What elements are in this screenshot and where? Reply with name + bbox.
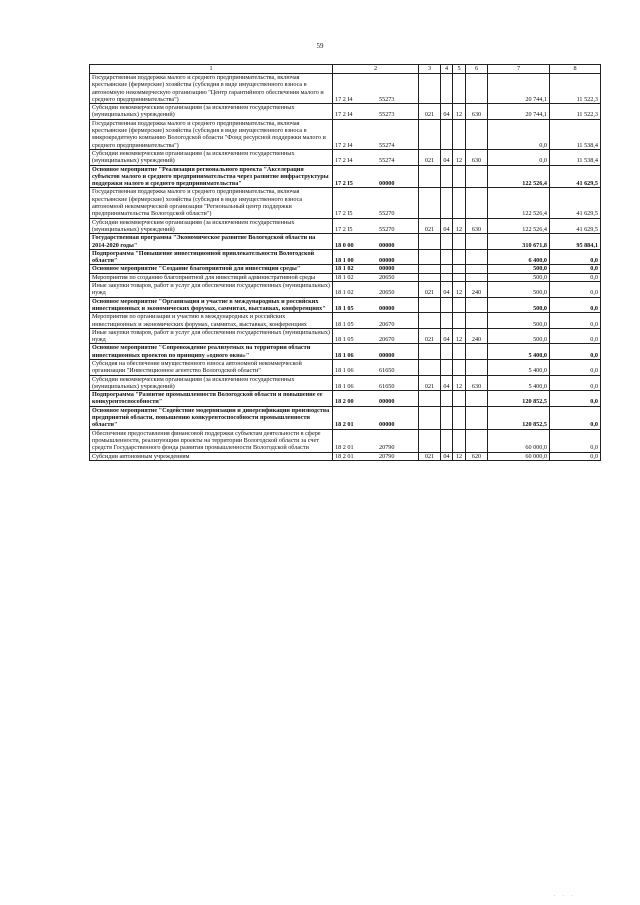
code-direction: 00000 xyxy=(379,257,395,265)
row-col6 xyxy=(466,119,488,149)
row-col6 xyxy=(466,391,488,407)
row-col5 xyxy=(453,344,466,360)
table-row xyxy=(90,391,601,407)
column-header: 2 xyxy=(333,65,419,74)
row-value-8: 11 538,4 xyxy=(550,149,601,165)
row-col6: 630 xyxy=(466,218,488,234)
row-value-8: 0,0 xyxy=(550,452,601,460)
row-col5: 12 xyxy=(453,452,466,460)
row-code xyxy=(333,273,419,281)
row-col3 xyxy=(419,249,441,265)
table-row xyxy=(90,406,601,429)
row-name: Иные закупки товаров, работ и услуг для обеспечения государственных (муниципальных) нужд xyxy=(90,282,333,298)
row-col3 xyxy=(419,297,441,313)
row-code xyxy=(333,74,419,104)
row-code xyxy=(333,429,419,452)
row-value-7: 120 852,5 xyxy=(488,406,550,429)
table-row xyxy=(90,344,601,360)
row-col4 xyxy=(441,359,453,375)
row-col5 xyxy=(453,74,466,104)
row-value-8: 0,0 xyxy=(550,273,601,281)
row-col5 xyxy=(453,119,466,149)
code-program: 18 2 01 xyxy=(335,444,354,452)
table-row xyxy=(90,328,601,344)
column-header: 6 xyxy=(466,65,488,74)
table-row xyxy=(90,273,601,281)
row-value-8: 41 629,5 xyxy=(550,188,601,218)
row-col3 xyxy=(419,344,441,360)
row-col3 xyxy=(419,188,441,218)
row-col6 xyxy=(466,188,488,218)
row-name: Основное мероприятие "Сопровождение реализуемых на территории области инвестиционных проектов по принципу «одного окна»" xyxy=(90,344,333,360)
page-number: 59 xyxy=(316,42,324,50)
row-col4 xyxy=(441,297,453,313)
table-row xyxy=(90,188,601,218)
table-row xyxy=(90,104,601,120)
row-value-8: 0,0 xyxy=(550,313,601,329)
row-value-7: 500,0 xyxy=(488,282,550,298)
row-col6: 630 xyxy=(466,149,488,165)
row-col6 xyxy=(466,273,488,281)
code-direction: 00000 xyxy=(379,421,395,429)
row-col4: 04 xyxy=(441,375,453,391)
table-row xyxy=(90,359,601,375)
row-col6 xyxy=(466,234,488,250)
row-col6: 630 xyxy=(466,104,488,120)
row-col5 xyxy=(453,273,466,281)
row-value-7: 122 526,4 xyxy=(488,165,550,188)
row-col5 xyxy=(453,165,466,188)
row-value-7: 500,0 xyxy=(488,273,550,281)
column-header: 1 xyxy=(90,65,333,74)
row-value-8: 0,0 xyxy=(550,328,601,344)
row-col5 xyxy=(453,249,466,265)
code-program: 18 1 05 xyxy=(335,320,354,328)
row-col5: 12 xyxy=(453,328,466,344)
table-row xyxy=(90,249,601,265)
table-row xyxy=(90,165,601,188)
column-header: 5 xyxy=(453,65,466,74)
row-code xyxy=(333,188,419,218)
code-direction: 00000 xyxy=(379,304,395,312)
row-col6 xyxy=(466,359,488,375)
row-col4 xyxy=(441,165,453,188)
table-row xyxy=(90,452,601,460)
row-code xyxy=(333,119,419,149)
row-value-7: 60 000,0 xyxy=(488,452,550,460)
row-name: Иные закупки товаров, работ и услуг для обеспечения государственных (муниципальных) нужд xyxy=(90,328,333,344)
code-direction: 00000 xyxy=(379,180,395,188)
table-row xyxy=(90,74,601,104)
code-direction: 20670 xyxy=(379,336,395,344)
row-name: Государственная программа "Экономическое развитие Вологодской области на 2014-2020 годы" xyxy=(90,234,333,250)
row-col5: 12 xyxy=(453,104,466,120)
table-row xyxy=(90,429,601,452)
column-header: 4 xyxy=(441,65,453,74)
row-code xyxy=(333,359,419,375)
row-code xyxy=(333,249,419,265)
row-col5: 12 xyxy=(453,375,466,391)
code-direction: 20650 xyxy=(379,273,395,281)
row-code xyxy=(333,218,419,234)
table-row xyxy=(90,265,601,273)
row-code xyxy=(333,234,419,250)
row-value-8: 41 629,5 xyxy=(550,165,601,188)
row-col6 xyxy=(466,344,488,360)
table-row xyxy=(90,218,601,234)
row-name: Государственная поддержка малого и среднего предпринимательства, включая крестьянские (фермерские) хозяйства (субсидия в виде имущественного взноса автономной некоммерческой организации "Региональный центр поддержки предпринимательства Вологодской области") xyxy=(90,188,333,218)
row-col6: 240 xyxy=(466,282,488,298)
row-col3 xyxy=(419,359,441,375)
row-col6: 240 xyxy=(466,328,488,344)
code-direction: 00000 xyxy=(379,351,395,359)
code-direction: 55273 xyxy=(379,111,395,119)
code-direction: 55273 xyxy=(379,95,395,103)
row-value-7: 20 744,1 xyxy=(488,74,550,104)
column-header: 7 xyxy=(488,65,550,74)
row-code xyxy=(333,104,419,120)
row-name: Субсидии некоммерческим организациям (за исключением государственных (муниципальных) учреждений) xyxy=(90,218,333,234)
row-col3 xyxy=(419,119,441,149)
code-direction: 55270 xyxy=(379,210,395,218)
row-col4 xyxy=(441,429,453,452)
row-col3 xyxy=(419,165,441,188)
row-value-7: 5 400,0 xyxy=(488,375,550,391)
code-program: 17 2 I5 xyxy=(335,180,353,188)
row-col3: 021 xyxy=(419,149,441,165)
row-value-7: 500,0 xyxy=(488,265,550,273)
row-name: Субсидии некоммерческим организациям (за исключением государственных (муниципальных) учреждений) xyxy=(90,104,333,120)
row-col6 xyxy=(466,429,488,452)
code-program: 17 2 I4 xyxy=(335,95,353,103)
row-col4 xyxy=(441,344,453,360)
code-direction: 00000 xyxy=(379,241,395,249)
code-direction: 61650 xyxy=(379,382,395,390)
row-col5 xyxy=(453,297,466,313)
row-name: Основное мероприятие "Реализация регионального проекта "Акселерация субъектов малого и среднего предпринимательства через развитие инфраструктуры поддержки малого и среднего предпринимательства" xyxy=(90,165,333,188)
row-value-8: 0,0 xyxy=(550,375,601,391)
row-value-8: 11 522,3 xyxy=(550,104,601,120)
column-header: 3 xyxy=(419,65,441,74)
row-name: Подпрограмма "Развитие промышленности Вологодской области и повышение ее конкурентоспособности" xyxy=(90,391,333,407)
table-row xyxy=(90,313,601,329)
code-program: 18 1 06 xyxy=(335,351,354,359)
row-col5: 12 xyxy=(453,282,466,298)
row-col3: 021 xyxy=(419,104,441,120)
row-col5 xyxy=(453,391,466,407)
code-program: 17 2 I5 xyxy=(335,210,353,218)
row-value-7: 500,0 xyxy=(488,297,550,313)
row-value-7: 6 400,0 xyxy=(488,249,550,265)
row-col6 xyxy=(466,265,488,273)
row-value-8: 0,0 xyxy=(550,359,601,375)
row-name: Субсидия на обеспечение имущественного взноса автономной некоммерческой организации "Инвестиционное агентство Вологодской области" xyxy=(90,359,333,375)
code-program: 18 2 01 xyxy=(335,421,354,429)
column-header: 8 xyxy=(550,65,601,74)
table-row xyxy=(90,297,601,313)
code-direction: 55274 xyxy=(379,141,395,149)
row-value-8: 95 884,1 xyxy=(550,234,601,250)
row-name: Подпрограмма "Повышение инвестиционной привлекательности Вологодской области" xyxy=(90,249,333,265)
row-value-8: 0,0 xyxy=(550,297,601,313)
code-direction: 20790 xyxy=(379,452,395,460)
row-col3: 021 xyxy=(419,375,441,391)
code-direction: 55270 xyxy=(379,225,395,233)
code-program: 18 2 01 xyxy=(335,452,354,460)
row-value-7: 500,0 xyxy=(488,313,550,329)
row-col3: 021 xyxy=(419,282,441,298)
row-code xyxy=(333,375,419,391)
row-value-7: 122 526,4 xyxy=(488,188,550,218)
row-code xyxy=(333,391,419,407)
row-code xyxy=(333,297,419,313)
row-value-7: 5 400,0 xyxy=(488,359,550,375)
row-col4: 04 xyxy=(441,149,453,165)
row-value-7: 0,0 xyxy=(488,119,550,149)
row-col6: 620 xyxy=(466,452,488,460)
code-direction: 00000 xyxy=(379,398,395,406)
row-value-7: 60 000,0 xyxy=(488,429,550,452)
table-row xyxy=(90,375,601,391)
row-col3 xyxy=(419,429,441,452)
row-name: Субсидии некоммерческим организациям (за исключением государственных (муниципальных) учреждений) xyxy=(90,149,333,165)
row-col4 xyxy=(441,249,453,265)
code-program: 18 1 02 xyxy=(335,273,354,281)
row-value-8: 41 629,5 xyxy=(550,218,601,234)
code-program: 18 1 00 xyxy=(335,257,354,265)
code-direction: 55274 xyxy=(379,157,395,165)
row-value-8: 11 538,4 xyxy=(550,119,601,149)
row-value-8: 0,0 xyxy=(550,344,601,360)
row-value-8: 0,0 xyxy=(550,429,601,452)
row-col5 xyxy=(453,359,466,375)
row-col3: 021 xyxy=(419,452,441,460)
row-col4 xyxy=(441,406,453,429)
row-value-8: 11 522,3 xyxy=(550,74,601,104)
table-row xyxy=(90,282,601,298)
row-col3 xyxy=(419,265,441,273)
row-col4 xyxy=(441,313,453,329)
row-col5 xyxy=(453,188,466,218)
row-name: Государственная поддержка малого и среднего предпринимательства, включая крестьянские (фермерские) хозяйства (субсидия в виде имущественного взноса в микрокредитную компанию Вологодской области "Фонд ресурсной поддержки малого и среднего предпринимательства") xyxy=(90,119,333,149)
row-name: Мероприятия по организации и участию в международных и российских инвестиционных и экономических форумах, саммитах, выставках, конференциях xyxy=(90,313,333,329)
row-col3 xyxy=(419,406,441,429)
row-name: Основное мероприятие "Создание благоприятной для инвестиции среды" xyxy=(90,265,333,273)
row-value-8: 0,0 xyxy=(550,391,601,407)
row-name: Основное мероприятие "Содействие модернизации и диверсификации производства предприятий области, повышению конкурентоспособности промышленности области" xyxy=(90,406,333,429)
row-code xyxy=(333,265,419,273)
row-col6 xyxy=(466,406,488,429)
row-col6 xyxy=(466,249,488,265)
row-value-8: 0,0 xyxy=(550,249,601,265)
row-col6 xyxy=(466,165,488,188)
row-col5 xyxy=(453,406,466,429)
row-value-7: 500,0 xyxy=(488,328,550,344)
table-body xyxy=(90,74,601,461)
row-col4: 04 xyxy=(441,328,453,344)
row-col5 xyxy=(453,265,466,273)
scan-mark: · · · xyxy=(553,894,576,899)
row-name: Основное мероприятие "Организация и участие в международных и российских инвестиционных и экономических форумах, саммитах, выставках, конференциях" xyxy=(90,297,333,313)
code-program: 17 2 I5 xyxy=(335,225,353,233)
row-col3 xyxy=(419,74,441,104)
row-value-7: 0,0 xyxy=(488,149,550,165)
row-col4 xyxy=(441,265,453,273)
row-col4: 04 xyxy=(441,218,453,234)
row-code xyxy=(333,282,419,298)
table-row xyxy=(90,119,601,149)
header-row xyxy=(90,65,601,74)
row-name: Субсидии автономным учреждениям xyxy=(90,452,333,460)
code-program: 17 2 I4 xyxy=(335,141,353,149)
row-value-7: 120 852,5 xyxy=(488,391,550,407)
row-col4 xyxy=(441,234,453,250)
row-value-8: 0,0 xyxy=(550,406,601,429)
row-value-7: 5 400,0 xyxy=(488,344,550,360)
row-value-7: 122 526,4 xyxy=(488,218,550,234)
row-col3: 021 xyxy=(419,328,441,344)
code-program: 18 1 02 xyxy=(335,265,354,273)
row-col5: 12 xyxy=(453,218,466,234)
code-direction: 61650 xyxy=(379,367,395,375)
row-col3 xyxy=(419,273,441,281)
row-code xyxy=(333,452,419,460)
row-col6: 630 xyxy=(466,375,488,391)
row-name: Мероприятия по созданию благоприятной для инвестиций административной среды xyxy=(90,273,333,281)
code-program: 18 1 05 xyxy=(335,304,354,312)
row-code xyxy=(333,313,419,329)
row-col4 xyxy=(441,273,453,281)
row-col4: 04 xyxy=(441,104,453,120)
row-col3: 021 xyxy=(419,218,441,234)
row-col4 xyxy=(441,188,453,218)
row-col3 xyxy=(419,313,441,329)
row-value-8: 0,0 xyxy=(550,265,601,273)
row-col5: 12 xyxy=(453,149,466,165)
row-col5 xyxy=(453,313,466,329)
row-value-7: 20 744,1 xyxy=(488,104,550,120)
row-col3 xyxy=(419,391,441,407)
row-col4 xyxy=(441,74,453,104)
row-code xyxy=(333,165,419,188)
code-direction: 20650 xyxy=(379,289,395,297)
row-name: Обеспечение предоставления финансовой поддержки субъектам деятельности в сфере промышленности, реализующим проекты на территории Вологодской области за счет средств Государственного фонда развития промышленности Вологодской области xyxy=(90,429,333,452)
code-program: 18 1 05 xyxy=(335,336,354,344)
row-value-8: 0,0 xyxy=(550,282,601,298)
row-col4: 04 xyxy=(441,282,453,298)
row-col6 xyxy=(466,74,488,104)
budget-table xyxy=(89,64,601,461)
row-col3 xyxy=(419,234,441,250)
row-col5 xyxy=(453,234,466,250)
code-direction: 00000 xyxy=(379,265,395,273)
row-col6 xyxy=(466,313,488,329)
code-program: 18 2 00 xyxy=(335,398,354,406)
row-code xyxy=(333,328,419,344)
row-col6 xyxy=(466,297,488,313)
row-code xyxy=(333,344,419,360)
row-code xyxy=(333,406,419,429)
row-col5 xyxy=(453,429,466,452)
code-direction: 20790 xyxy=(379,444,395,452)
code-program: 17 2 I4 xyxy=(335,111,353,119)
row-col4 xyxy=(441,119,453,149)
code-program: 18 0 00 xyxy=(335,241,354,249)
table-row xyxy=(90,149,601,165)
row-name: Субсидии некоммерческим организациям (за исключением государственных (муниципальных) учреждений) xyxy=(90,375,333,391)
row-code xyxy=(333,149,419,165)
row-name: Государственная поддержка малого и среднего предпринимательства, включая крестьянские (фермерские) хозяйства (субсидия в виде имущественного взноса в автономную некоммерческую организацию "Центр гарантийного обеспечения малого и среднего предпринимательства") xyxy=(90,74,333,104)
row-value-7: 310 671,8 xyxy=(488,234,550,250)
table-row xyxy=(90,234,601,250)
code-program: 18 1 02 xyxy=(335,289,354,297)
row-col4 xyxy=(441,391,453,407)
code-program: 17 2 I4 xyxy=(335,157,353,165)
code-program: 18 1 06 xyxy=(335,367,354,375)
code-program: 18 1 06 xyxy=(335,382,354,390)
code-direction: 20670 xyxy=(379,320,395,328)
row-col4: 04 xyxy=(441,452,453,460)
